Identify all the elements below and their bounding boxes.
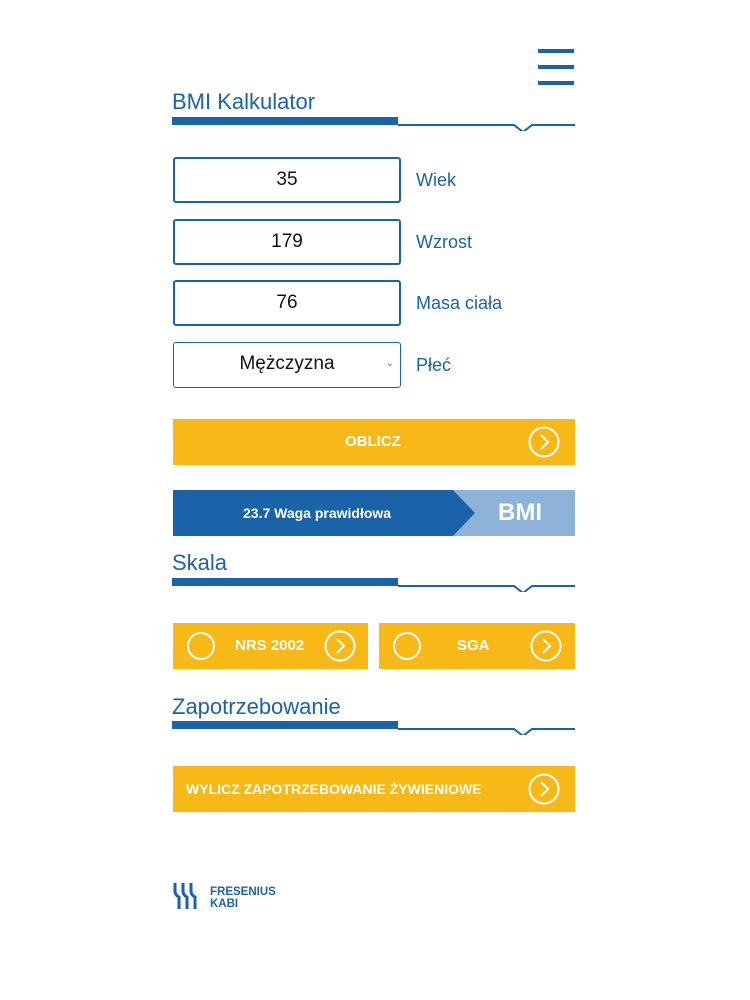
section-divider <box>172 117 575 131</box>
scale-section-title: Skala <box>172 550 228 575</box>
calculate-button-label: OBLICZ <box>345 433 401 450</box>
age-input[interactable]: 35 <box>173 157 401 203</box>
chevron-circle-right-icon <box>528 426 560 458</box>
fresenius-kabi-logo-text <box>210 886 276 910</box>
nrs-2002-label: NRS 2002 <box>235 637 305 654</box>
chevron-down-icon: ⌄ <box>385 358 394 369</box>
height-input[interactable]: 179 <box>173 219 401 265</box>
bmi-badge-label: BMI <box>498 499 542 526</box>
radio-circle-icon <box>393 632 421 660</box>
calculate-requirements-button[interactable] <box>173 766 575 812</box>
weight-label: Masa ciała <box>416 293 503 313</box>
bmi-result-text: 23.7 Waga prawidłowa <box>243 505 392 521</box>
fresenius-kabi-logo-icon <box>173 881 201 911</box>
hamburger-menu-icon[interactable] <box>538 49 574 85</box>
calculate-button[interactable] <box>173 419 575 465</box>
logo-line-1: FRESENIUS <box>210 886 276 898</box>
calculate-requirements-label: WYLICZ ZAPOTRZEBOWANIE ŻYWIENIOWE <box>186 781 482 797</box>
gender-select-value: Mężczyzna <box>239 353 335 374</box>
chevron-circle-right-icon <box>324 630 356 662</box>
sga-label: SGA <box>457 637 490 654</box>
bmi-result-bar <box>173 490 575 536</box>
chevron-circle-right-icon <box>528 773 560 805</box>
section-divider <box>172 578 575 592</box>
logo-line-2: KABI <box>210 898 239 910</box>
section-divider <box>172 721 575 735</box>
bmi-section-title: BMI Kalkulator <box>172 89 316 114</box>
sga-button[interactable] <box>379 623 575 669</box>
gender-label: Płeć <box>416 355 452 375</box>
radio-circle-icon <box>187 632 215 660</box>
gender-select[interactable] <box>173 342 401 388</box>
requirements-section-title: Zapotrzebowanie <box>172 694 341 719</box>
weight-input[interactable]: 76 <box>173 280 401 326</box>
nrs-2002-button[interactable] <box>173 623 368 669</box>
height-label: Wzrost <box>416 232 472 252</box>
age-label: Wiek <box>416 170 456 190</box>
chevron-circle-right-icon <box>530 630 562 662</box>
